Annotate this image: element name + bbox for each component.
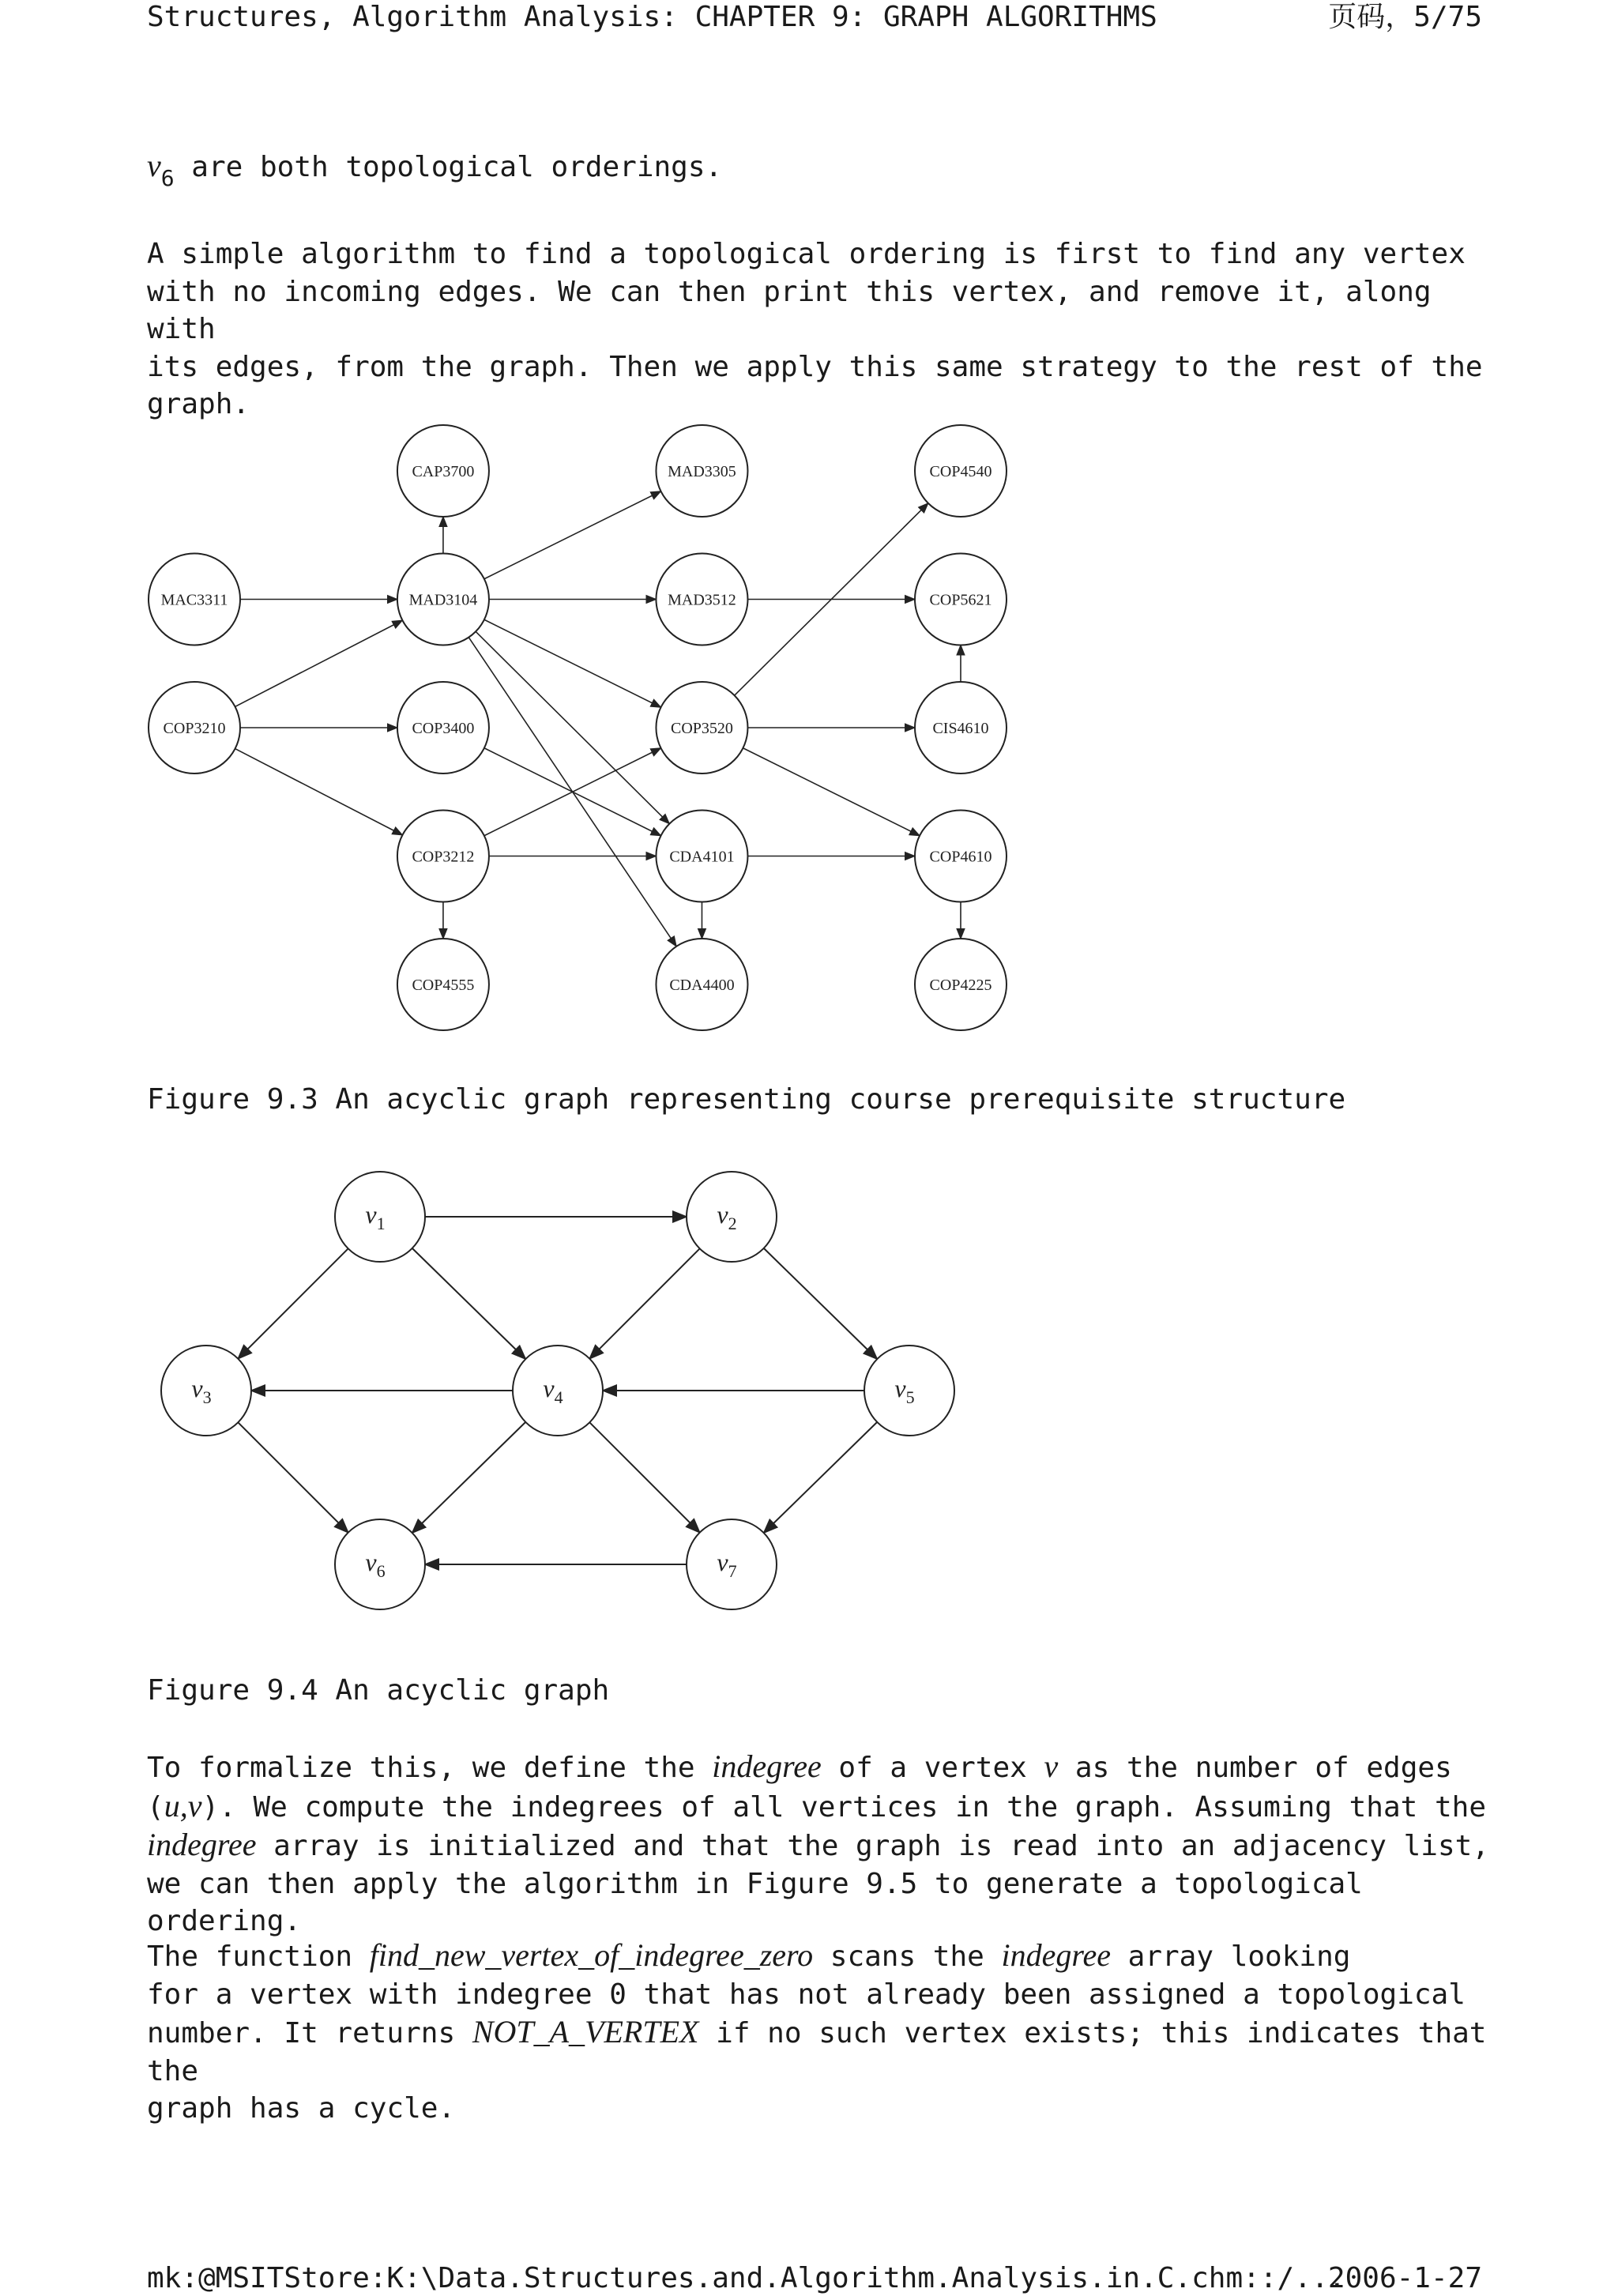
figure-9-4-graph [147,1154,976,1628]
fig93-node-COP4610 [915,811,1007,902]
term-indegree: indegree [147,1827,257,1862]
footer-date: 2006-1-27 [1327,2262,1482,2294]
fig93-node-COP4225 [915,939,1007,1030]
function-name: find_new_vertex_of_indegree_zero [369,1937,814,1973]
intro-subscript: 6 [160,165,175,191]
vertex-label: $v_1$ [365,1200,386,1233]
node-label: CDA4400 [669,977,735,994]
intro-text: are both topological orderings. [174,151,723,183]
text-run: of a vertex [821,1752,1044,1784]
intro-line [147,147,1506,191]
fig94-node-5 [864,1346,954,1436]
constant-not-a-vertex: NOT_A_VERTEX [472,2014,699,2049]
fig93-node-CDA4400 [656,939,747,1030]
node-label: COP3212 [412,848,475,866]
fig94-node-1 [335,1172,425,1262]
paragraph-algorithm: A simple algorithm to find a topological ordering is first to find any vertex with no incoming edges. We can then print this vertex, and remove it, along with its edges, from the graph. Then we apply this same strategy to the rest of the graph. [147,238,1483,420]
node-label: COP3400 [412,720,475,737]
text-run: if no such vertex exists; this indicates that the graph has a cycle. [147,2017,1487,2125]
text-run: ). We compute the indegrees of all vertices in the graph. Assuming that the [201,1790,1486,1824]
node-label: CDA4101 [669,848,735,866]
vertex-label: $v_3$ [191,1374,212,1407]
fig94-edge-4-6 [412,1422,525,1533]
fig94-node-7 [687,1519,777,1609]
fig93-edge-MAD3104-MAD3305 [484,491,661,579]
node-label: CIS4610 [932,720,989,737]
figure-9-3-graph [147,423,1008,1032]
node-label: CAP3700 [412,463,475,480]
node-label: COP4555 [412,977,475,994]
node-label: COP3210 [163,720,226,737]
fig93-node-MAD3104 [397,554,489,646]
fig94-edge-1-4 [412,1248,525,1359]
fig93-node-MAD3512 [656,554,747,646]
fig93-node-COP3210 [149,682,240,773]
fig94-node-3 [161,1346,251,1436]
page-number: 页码，5/75 [1328,1,1482,33]
term-indegree: indegree [1001,1937,1111,1973]
running-header-title: Structures, Algorithm Analysis: CHAPTER 9: GRAPH ALGORITHMS [147,1,1157,33]
text-run: as the number of edges ( [147,1752,1452,1824]
fig93-edge-COP3210-MAD3104 [235,620,403,706]
fig93-edge-COP3210-COP3212 [235,749,403,835]
node-label: MAD3512 [668,591,736,609]
fig93-edge-MAD3104-COP3520 [484,619,661,707]
fig93-node-MAD3305 [656,425,747,517]
fig93-node-CDA4101 [656,811,747,902]
vertex-label: $v_5$ [894,1374,915,1407]
intro-vertex: v [147,148,161,183]
fig93-node-CIS4610 [915,682,1007,773]
text-run: array is initialized and that the graph is read into an adjacency list, we can then apply the algorithm in Figure 9.5 to generate a topological ordering. [147,1830,1489,1937]
text-run: The function [147,1940,370,1973]
term-edge-uv: u,v [164,1787,202,1824]
vertex-label: $v_6$ [365,1548,386,1581]
fig94-edge-3-6 [238,1422,348,1532]
figure-9-4-caption: Figure 9.4 An acyclic graph [147,1674,610,1707]
text-run: scans the [813,1940,1002,1973]
fig93-node-COP3400 [397,682,489,773]
fig94-edge-1-3 [238,1248,348,1358]
fig93-edge-COP3520-COP4610 [743,748,920,836]
fig94-node-4 [513,1346,603,1436]
fig93-node-COP4540 [915,425,1007,517]
term-indegree: indegree [712,1748,822,1784]
text-run: array looking for a vertex with indegree 0 that has not already been assigned a topological number. It returns [147,1940,1466,2049]
vertex-label: $v_2$ [717,1200,737,1233]
figure-9-3-caption: Figure 9.3 An acyclic graph representing course prerequisite structure [147,1083,1346,1116]
term-vertex-v: v [1044,1748,1059,1784]
vertex-label: $v_4$ [543,1374,563,1407]
fig93-node-COP5621 [915,554,1007,646]
fig93-node-COP4555 [397,939,489,1030]
footer-path: mk:@MSITStore:K:\Data.Structures.and.Algorithm.Analysis.in.C.chm::/... [147,2262,1346,2294]
node-label: MAD3104 [408,591,478,609]
node-label: COP3520 [671,720,733,737]
fig94-node-6 [335,1519,425,1609]
fig94-edge-4-7 [589,1422,699,1532]
fig94-node-2 [687,1172,777,1262]
vertex-label: $v_7$ [717,1548,737,1581]
fig93-node-COP3212 [397,811,489,902]
fig94-edge-5-7 [764,1422,877,1533]
fig93-node-CAP3700 [397,425,489,517]
fig94-edge-2-5 [764,1248,877,1359]
text-run: To formalize this, we define the [147,1752,713,1784]
fig93-edge-MAD3104-CDA4101 [476,631,669,823]
node-label: MAD3305 [668,463,736,480]
node-label: COP5621 [929,591,992,609]
node-label: COP4610 [929,848,992,866]
fig94-edge-2-4 [589,1248,699,1358]
paragraph-indegree-definition [147,1748,1506,1940]
node-label: MAC3311 [160,591,228,609]
fig93-node-COP3520 [656,682,747,773]
paragraph-find-vertex-function [147,1937,1506,2128]
node-label: COP4225 [929,977,992,994]
node-label: COP4540 [929,463,992,480]
fig93-node-MAC3311 [149,554,240,646]
